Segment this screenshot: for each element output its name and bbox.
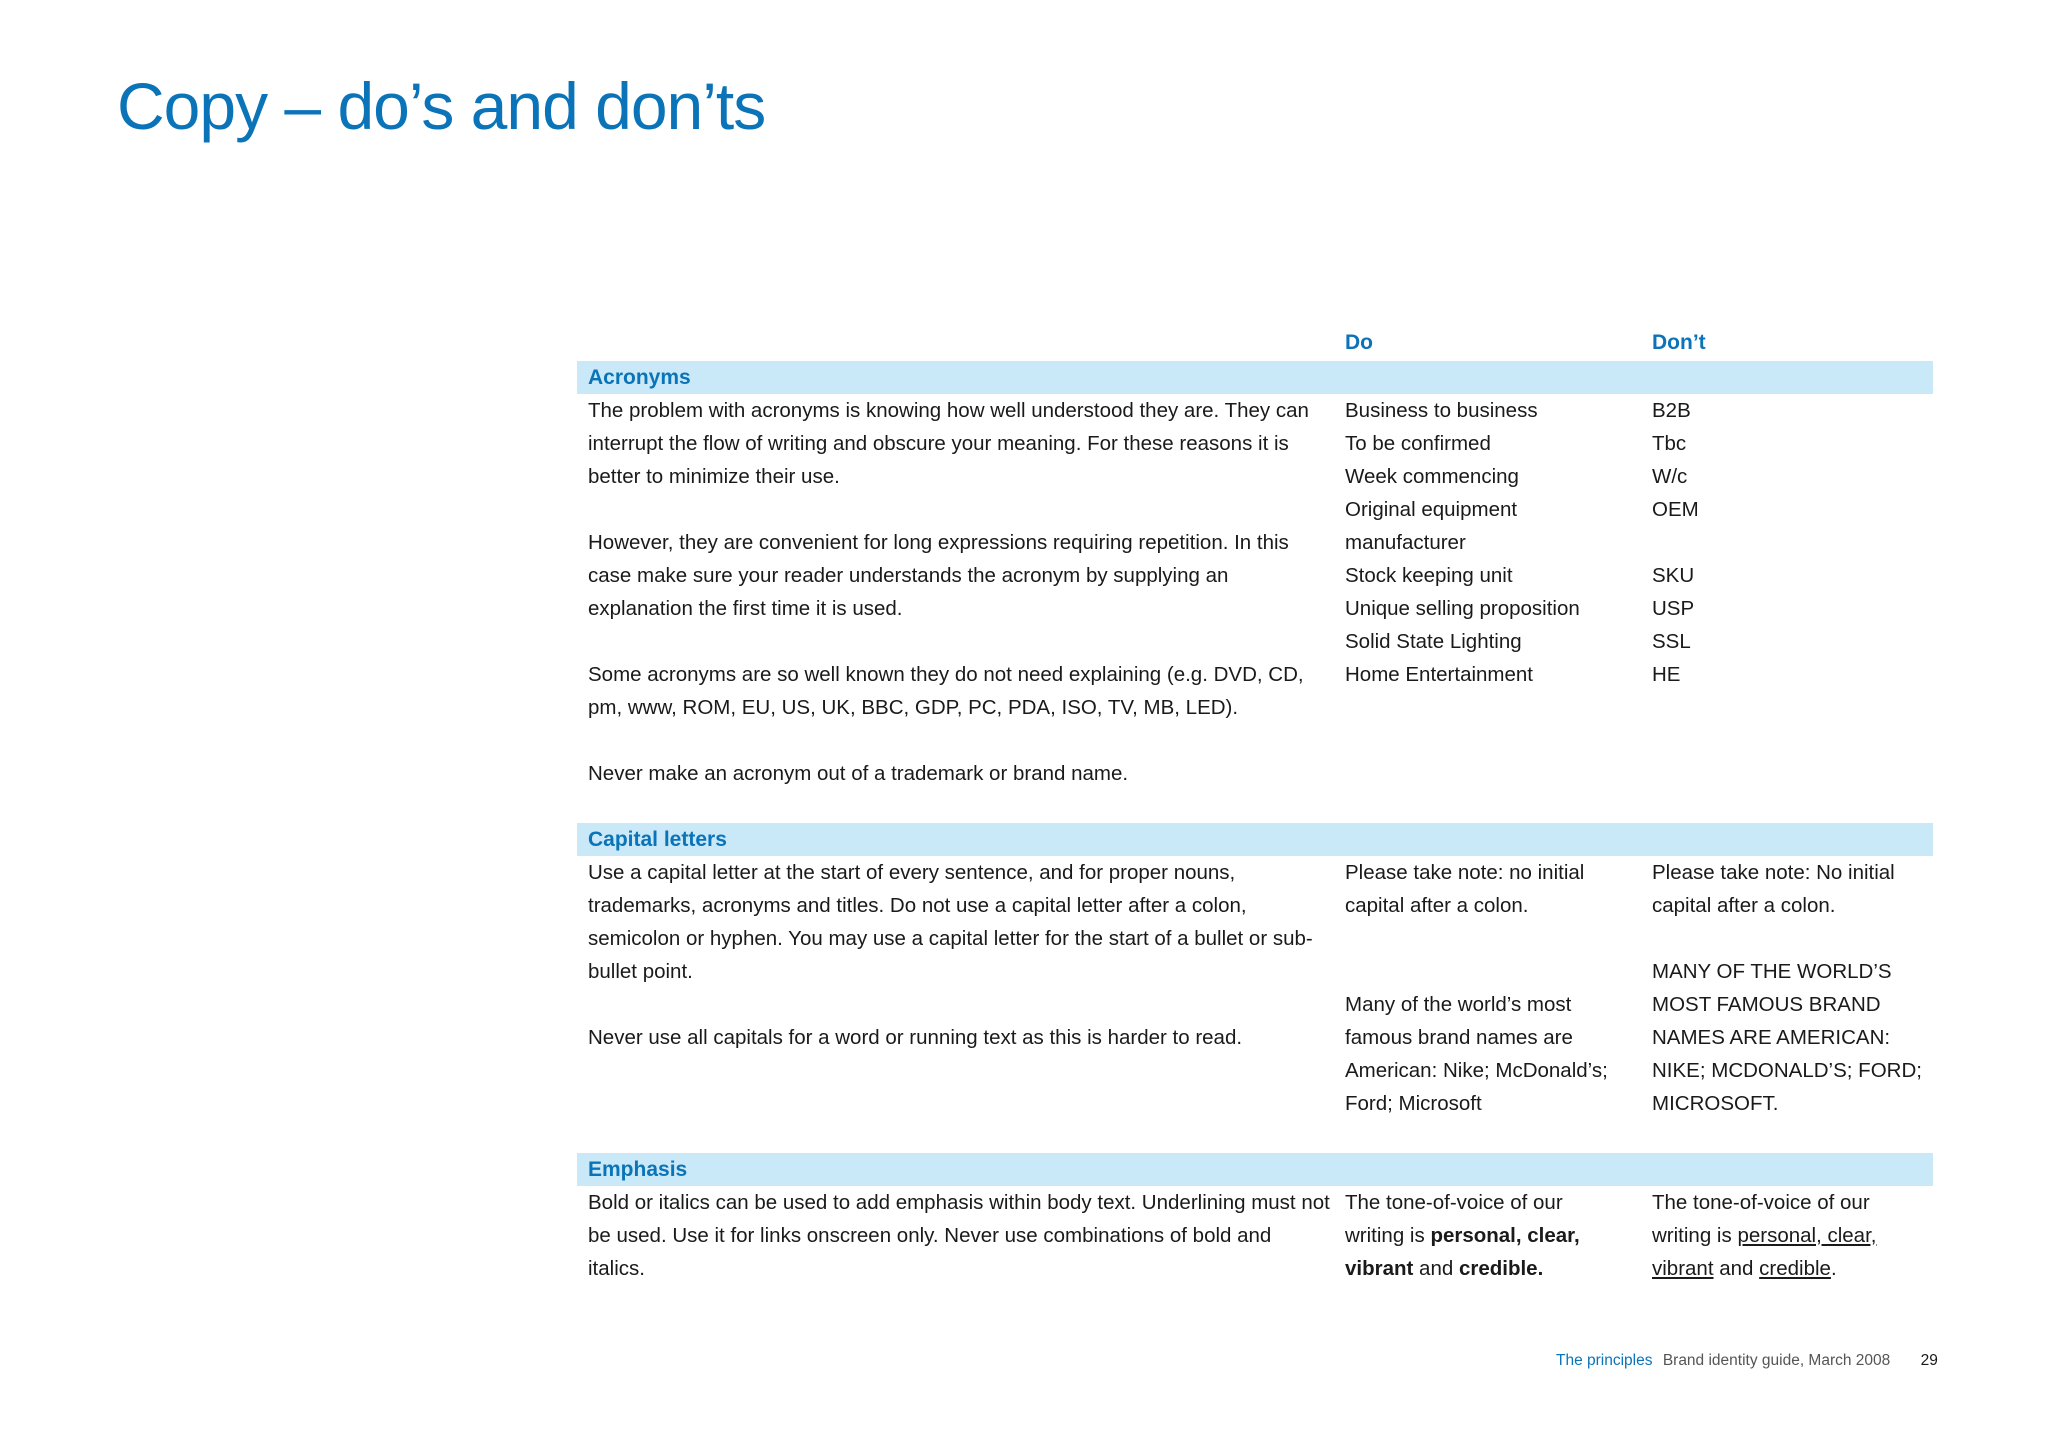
dont-item: B2B — [1652, 399, 1691, 422]
underlined-text: credible — [1759, 1257, 1831, 1280]
capital-letters-section — [577, 823, 1933, 1153]
dont-line: MICROSOFT. — [1652, 1092, 1779, 1115]
capitals-do-example — [1345, 856, 1635, 1120]
do-item: Week commencing — [1345, 465, 1519, 488]
dont-item: Tbc — [1652, 432, 1687, 455]
do-line: The tone-of-voice of our — [1345, 1191, 1563, 1214]
underlined-text: personal, clear, — [1737, 1224, 1877, 1247]
do-line — [1345, 1252, 1635, 1285]
do-line: capital after a colon. — [1345, 894, 1529, 917]
do-item: manufacturer — [1345, 531, 1466, 554]
paragraph: The problem with acronyms is knowing how well understood they are. They can interrupt the flow of writing and obscure your meaning. For these reasons it is better to minimize their use. — [588, 399, 1309, 488]
plain-text: writing is — [1345, 1224, 1431, 1247]
dont-line: Please take note: No initial — [1652, 861, 1895, 884]
acronyms-dont-list — [1652, 394, 1932, 691]
capitals-dont-example — [1652, 856, 1932, 1120]
bold-text: vibrant — [1345, 1257, 1414, 1280]
dont-line: NAMES ARE AMERICAN: — [1652, 1026, 1891, 1049]
paragraph: Bold or italics can be used to add emphasis within body text. Underlining must not be used. Use it for links onscreen only. Never use combinations of bold and italics. — [588, 1191, 1330, 1280]
dont-line: The tone-of-voice of our — [1652, 1191, 1870, 1214]
page-number: 29 — [1920, 1352, 1938, 1369]
underlined-text: vibrant — [1652, 1257, 1714, 1280]
page-footer — [1556, 1352, 1938, 1370]
capitals-description — [588, 856, 1333, 1054]
dont-line: capital after a colon. — [1652, 894, 1836, 917]
dont-line — [1652, 922, 1932, 955]
page-title: Copy – do’s and don’ts — [117, 69, 766, 143]
do-line: Ford; Microsoft — [1345, 1092, 1482, 1115]
plain-text: and — [1413, 1257, 1459, 1280]
do-line: Many of the world’s most — [1345, 993, 1572, 1016]
paragraph: Some acronyms are so well known they do not need explaining (e.g. DVD, CD, pm, www, ROM, EU, US, UK, BBC, GDP, PC, PDA, ISO, TV, MB, LED). — [588, 663, 1304, 719]
acronyms-section — [577, 361, 1933, 823]
do-item: Business to business — [1345, 399, 1538, 422]
dont-column-header: Don’t — [1652, 331, 1706, 354]
paragraph: Never use all capitals for a word or running text as this is harder to read. — [588, 1026, 1243, 1049]
dont-line: MANY OF THE WORLD’S — [1652, 960, 1892, 983]
emphasis-dont-example — [1652, 1186, 1932, 1285]
acronyms-do-list — [1345, 394, 1635, 691]
dont-line — [1652, 1252, 1932, 1285]
dont-item: USP — [1652, 597, 1695, 620]
do-line: Please take note: no initial — [1345, 861, 1585, 884]
bold-text: personal, clear, — [1430, 1224, 1580, 1247]
do-line: famous brand names are — [1345, 1026, 1573, 1049]
dont-line: NIKE; MCDONALD’S; FORD; — [1652, 1059, 1922, 1082]
paragraph: Use a capital letter at the start of every sentence, and for proper nouns, trademarks, acronyms and titles. Do not use a capital letter after a colon, semicolon or hyphen. You may use a capital letter for the start of a bullet or sub-bullet point. — [588, 861, 1313, 983]
footer-document-name: Brand identity guide, March 2008 — [1662, 1352, 1891, 1369]
dont-item: HE — [1652, 663, 1681, 686]
footer-section-name: The principles — [1556, 1352, 1653, 1369]
column-headers — [577, 325, 1933, 361]
dos-donts-table — [577, 325, 1933, 1285]
acronyms-description — [588, 394, 1333, 790]
emphasis-description — [588, 1186, 1333, 1285]
section-heading: Capital letters — [577, 823, 1933, 856]
dont-item: W/c — [1652, 465, 1688, 488]
emphasis-section — [577, 1153, 1933, 1285]
dont-item: OEM — [1652, 498, 1699, 521]
do-line — [1345, 955, 1635, 988]
emphasis-do-example — [1345, 1186, 1635, 1285]
plain-text: writing is — [1652, 1224, 1738, 1247]
paragraph: Never make an acronym out of a trademark or brand name. — [588, 762, 1129, 785]
section-heading: Acronyms — [577, 361, 1933, 394]
do-item: Unique selling proposition — [1345, 597, 1580, 620]
do-line: American: Nike; McDonald’s; — [1345, 1059, 1608, 1082]
dont-item: SKU — [1652, 564, 1695, 587]
plain-text: and — [1713, 1257, 1760, 1280]
do-item: Home Entertainment — [1345, 663, 1534, 686]
dont-line — [1652, 1219, 1932, 1252]
plain-text: . — [1830, 1257, 1837, 1280]
do-line — [1345, 922, 1635, 955]
bold-text: credible. — [1458, 1257, 1544, 1280]
paragraph: However, they are convenient for long expressions requiring repetition. In this case make sure your reader understands the acronym by supplying an explanation the first time it is used. — [588, 531, 1289, 620]
do-line — [1345, 1219, 1635, 1252]
do-item: To be confirmed — [1345, 432, 1491, 455]
section-heading: Emphasis — [577, 1153, 1933, 1186]
do-item: Stock keeping unit — [1345, 564, 1513, 587]
do-column-header: Do — [1345, 331, 1373, 354]
dont-item: SSL — [1652, 630, 1691, 653]
do-item: Original equipment — [1345, 498, 1518, 521]
do-item: Solid State Lighting — [1345, 630, 1522, 653]
dont-line: MOST FAMOUS BRAND — [1652, 993, 1881, 1016]
